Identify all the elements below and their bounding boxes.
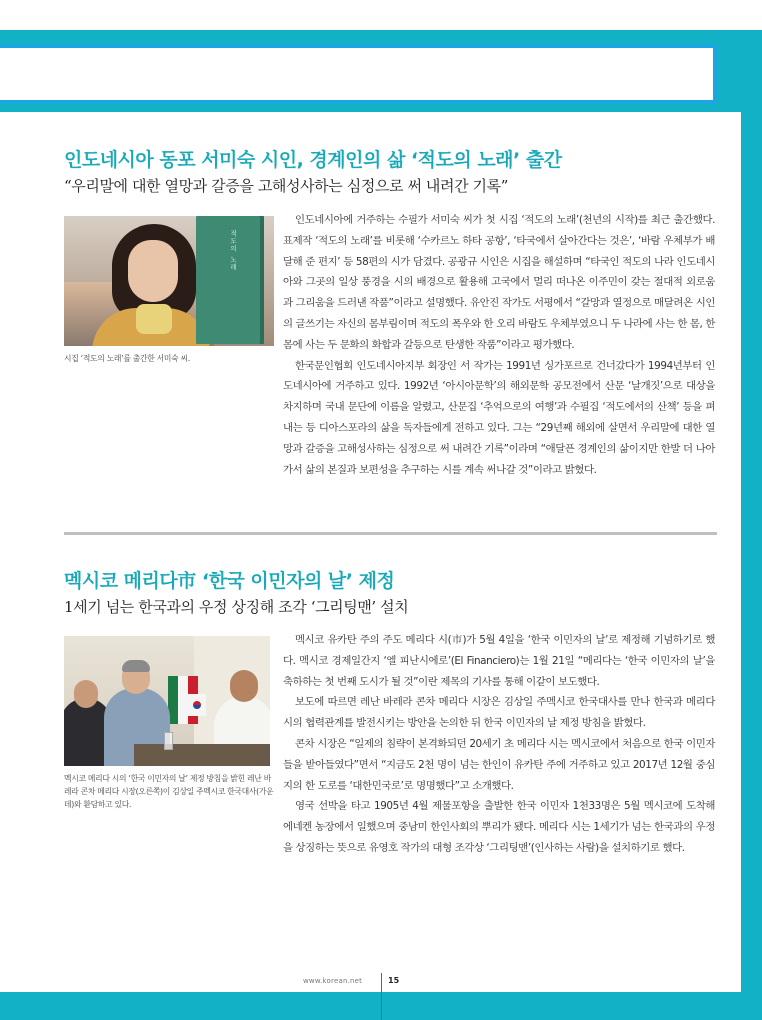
article1-body xyxy=(283,210,715,480)
article1-subtitle: “우리말에 대한 열망과 갈증을 고해성사하는 심정으로 써 내려간 기록” xyxy=(64,177,509,195)
footer-separator xyxy=(381,973,382,1020)
article2-photo xyxy=(64,636,270,766)
photo-person-left-head xyxy=(74,680,98,708)
photo-glass xyxy=(164,732,173,750)
photo-table xyxy=(134,744,270,766)
article1-title: 인도네시아 동포 서미숙 시인, 경계인의 삶 ‘적도의 노래’ 출간 xyxy=(64,149,562,171)
header-box xyxy=(0,44,717,104)
article2-caption: 멕시코 메리다 시의 ‘한국 이민자의 날’ 제정 방침을 밝힌 레난 바레라 콘차 메리다 시장(오른쪽)이 김상일 주멕시코 한국대사(가운데)와 환담하고 있다. xyxy=(64,774,274,809)
article2-paragraph: 콘차 시장은 “일제의 침략이 본격화되던 20세기 초 메리다 시는 멕시코에서 처음으로 한국 이민자들을 받아들였다”면서 “지금도 2천 명이 넘는 한인이 유카탄 주에 거주하고 있고 2017년 12월 중심지의 한 도로를 ‘대한민국로’로 명명했다”고 소개했다. xyxy=(283,737,715,792)
article2-paragraph: 보도에 따르면 레난 바레라 콘차 메리다 시장은 김상일 주멕시코 한국대사를 만나 한국과 메리다 시의 협력관계를 발전시키는 방안을 논의한 뒤 한국 이민자의 날 제정 방침을 밝혔다. xyxy=(283,696,715,730)
footer-url: www.korean.net xyxy=(303,977,363,985)
page-number: 15 xyxy=(388,976,400,985)
book-cover-image xyxy=(196,216,264,344)
photo-person-right-head xyxy=(230,670,258,702)
korea-flag-icon xyxy=(188,694,206,716)
page-top-margin xyxy=(0,0,762,22)
page-frame-right xyxy=(741,30,762,992)
photo-person-face xyxy=(128,240,178,302)
article1-paragraph: 한국문인협회 인도네시아지부 회장인 서 작가는 1991년 싱가포르로 건너갔다가 1994년부터 인도네시아에 거주하고 있다. 1992년 ‘아시아문학’의 해외문학 공모전에서 산문 ‘날개짓’으로 대상을 차지하며 국내 문단에 이름을 알렸고, 산문집 ‘추억으로의 여행’과 수필집 ‘적도에서의 산책’ 등을 펴내는 등 디아스포라의 삶을 독자들에게 전하고 있다. 그는 “29년째 해외에 살면서 우리말에 대한 열망과 갈증을 고해성사하는 심정으로 써 내려간 기록”이라며 “애달픈 경계인의 삶이지만 한발 더 나아가서 삶의 본질과 보편성을 추구하는 시를 계속 써나갈 것”이라고 밝혔다. xyxy=(283,359,715,476)
article2-paragraph: 영국 선박을 타고 1905년 4월 제물포항을 출발한 한국 이민자 1천33명은 5월 멕시코에 도착해 에네켄 농장에서 일했으며 중남미 한인사회의 뿌리가 됐다. 메리다 시는 1세기가 넘는 한국과의 우정을 상징하는 뜻으로 유영호 작가의 대형 조각상 ‘그리팅맨’(인사하는 사람)을 설치하기로 했다. xyxy=(283,800,715,854)
article2-subtitle: 1세기 넘는 한국과의 우정 상징해 조각 ‘그리팅맨’ 설치 xyxy=(64,598,409,616)
photo-person-scarf xyxy=(136,304,172,334)
section-divider xyxy=(64,532,717,535)
article1-paragraph: 인도네시아에 거주하는 수필가 서미숙 씨가 첫 시집 ‘적도의 노래’(천년의 시작)를 최근 출간했다. 표제작 ‘적도의 노래’를 비롯해 ‘수카르노 하타 공항’, ‘타국에서 살아간다는 것은’, ‘바람 우체부가 배달해 준 편지’ 등 58편의 시가 담겼다. 공광규 시인은 시집을 해설하며 “타국인 적도의 나라 인도네시아와 그곳의 일상 풍경을 시의 배경으로 활용해 고국에서 멀리 떠나온 이주민이 갖는 절대적 외로움과 그리움을 드러낸 작품”이라고 설명했다. 유안진 작가도 서평에서 “갈망과 열정으로 매달려온 시인의 글쓰기는 자신의 몸부림이며 적도의 폭우와 한 오리 바람도 우체부였으니 두 나라에 사는 한 몸, 한 몸에 사는 두 문화의 화합과 갈등으로 탄생한 작품”이라고 평가했다. xyxy=(283,214,715,351)
article2-paragraph: 멕시코 유카탄 주의 주도 메리다 시(市)가 5월 4일을 ‘한국 이민자의 날’로 제정해 기념하기로 했다. 멕시코 경제일간지 ‘엘 피난시에로’(El Financiero)는 1월 21일 “메리다는 ‘한국 이민자의 날’을 축하하는 첫 번째 도시가 될 것”이란 제목의 기사를 통해 이같이 보도했다. xyxy=(283,634,715,688)
article2-title: 멕시코 메리다市 ‘한국 이민자의 날’ 제정 xyxy=(64,570,395,592)
article1-caption: 시집 ‘적도의 노래’를 출간한 서미숙 씨. xyxy=(64,354,190,363)
book-cover-title: 적도의 노래 xyxy=(229,230,237,271)
photo-person-center-hair xyxy=(122,660,150,672)
article2-body xyxy=(283,630,715,859)
